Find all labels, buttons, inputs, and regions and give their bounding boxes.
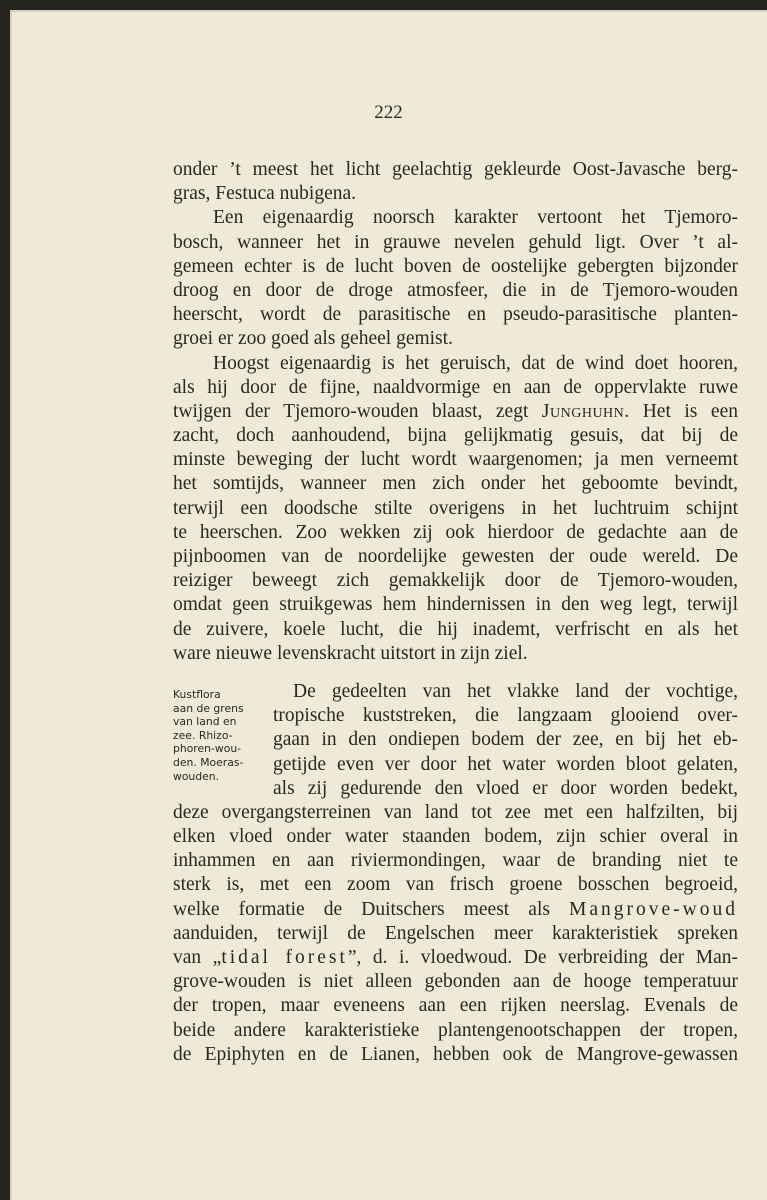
text-line: droog en door de droge atmosfeer, die in de Tjemoro-wouden: [173, 279, 738, 301]
text-line: grove-wouden is niet alleen gebonden aan de hooge temperatuur: [173, 971, 738, 993]
text-line: aanduiden, terwijl de Engelschen meer karakteristiek spreken: [173, 922, 738, 944]
body-text: [173, 158, 738, 1067]
text-line: tropische kuststreken, die langzaam glooiend over-: [273, 705, 738, 727]
book-page: [10, 10, 767, 1200]
margin-note: [173, 680, 273, 801]
text-line: gaan in den ondiepen bodem der zee, en bij het eb-: [273, 729, 738, 751]
text-line: elken vloed onder water staanden bodem, zijn schier overal in: [173, 826, 738, 848]
text-line: [173, 400, 738, 424]
page-number: 222: [374, 102, 403, 123]
text-line: inhammen en aan riviermondingen, waar de branding niet te: [173, 850, 738, 872]
text-line: beide andere karakteristieke plantengenootschappen der tropen,: [173, 1019, 738, 1041]
text-line: pijnboomen van de noordelijke gewesten der oude wereld. De: [173, 546, 738, 567]
sidenote-block: [173, 680, 738, 801]
text-line: gras, Festuca nubigena.: [173, 183, 357, 205]
text-line: gemeen echter is de lucht boven de oostelijke gebergten bijzonder: [173, 255, 738, 277]
text-line: getijde even ver door het water worden bloot gelaten,: [273, 753, 738, 775]
text-line: te heerschen. Zoo wekken zij ook hierdoor de gedachte aan de: [173, 521, 738, 543]
text-line: als hij door de fijne, naaldvormige en aan de oppervlakte ruwe: [173, 376, 738, 398]
text-line: der tropen, maar eveneens aan een rijken neerslag. Evenals de: [173, 995, 738, 1017]
text-line: zacht, doch aanhoudend, bijna gelijkmatig gesuis, dat bij de: [173, 425, 738, 447]
text-segment: twijgen der Tjemoro-wouden blaast, zegt: [173, 400, 529, 422]
emphasized-term: Mangrove-woud: [569, 898, 738, 920]
text-line: [173, 898, 738, 922]
emphasized-term: tidal forest: [221, 947, 348, 968]
text-line: groei er zoo goed als geheel gemist.: [173, 328, 453, 350]
text-segment: . Het is een: [624, 400, 738, 422]
text-line: heerscht, wordt de parasitische en pseudo-parasitische planten-: [173, 304, 738, 326]
text-line: Hoogst eigenaardig is het geruisch, dat de wind doet hooren,: [213, 352, 738, 374]
paragraph-gap: [173, 666, 738, 680]
margin-note-line: den. Moeras-: [173, 755, 244, 769]
margin-note-line: wouden.: [173, 769, 220, 783]
text-line: als zij gedurende den vloed er door worden bedekt,: [273, 777, 738, 799]
margin-note-line: van land en: [173, 715, 237, 729]
text-line: sterk is, met een zoom van frisch groene bosschen begroeid,: [173, 874, 738, 896]
text-line: De gedeelten van het vlakke land der vochtige,: [293, 680, 738, 702]
margin-note-line: phoren-wou-: [173, 742, 242, 756]
text-line: de Epiphyten en de Lianen, hebben ook de Mangrove-gewassen: [173, 1043, 738, 1065]
margin-note-line: zee. Rhizo-: [173, 728, 233, 742]
text-line: ware nieuwe levenskracht uitstort in zijn ziel.: [173, 642, 528, 664]
paragraph-side-text: [273, 680, 738, 801]
text-line: deze overgangsterreinen van land tot zee met een halfzilten, bij: [173, 801, 738, 823]
text-line: Een eigenaardig noorsch karakter vertoont het Tjemoro-: [213, 207, 738, 229]
text-line: [173, 946, 738, 970]
margin-note-line: Kustflora: [173, 687, 221, 701]
text-segment: ”, d. i. vloedwoud. De verbreiding der Man-: [347, 947, 739, 968]
text-segment: welke formatie de Duitschers meest als: [173, 898, 550, 920]
author-name: Junghuhn: [541, 400, 625, 422]
text-line: het somtijds, wanneer men zich onder het geboomte bevindt,: [173, 473, 738, 495]
text-line: onder ’t meest het licht geelachtig gekleurde Oost-Javasche berg-: [173, 159, 738, 180]
margin-note-line: aan de grens: [173, 701, 244, 715]
text-segment: van „: [173, 947, 222, 968]
text-line: terwijl een doodsche stilte overigens in het luchtruim schijnt: [173, 497, 738, 519]
text-line: de zuivere, koele lucht, die hij inademt, verfrischt en als het: [173, 618, 738, 640]
text-line: omdat geen struikgewas hem hindernissen in den weg legt, terwijl: [173, 594, 738, 616]
text-line: reiziger beweegt zich gemakkelijk door de Tjemoro-wouden,: [173, 570, 738, 592]
text-line: minste beweging der lucht wordt waargenomen; ja men verneemt: [173, 449, 738, 471]
text-line: bosch, wanneer het in grauwe nevelen gehuld ligt. Over ’t al-: [173, 231, 738, 253]
